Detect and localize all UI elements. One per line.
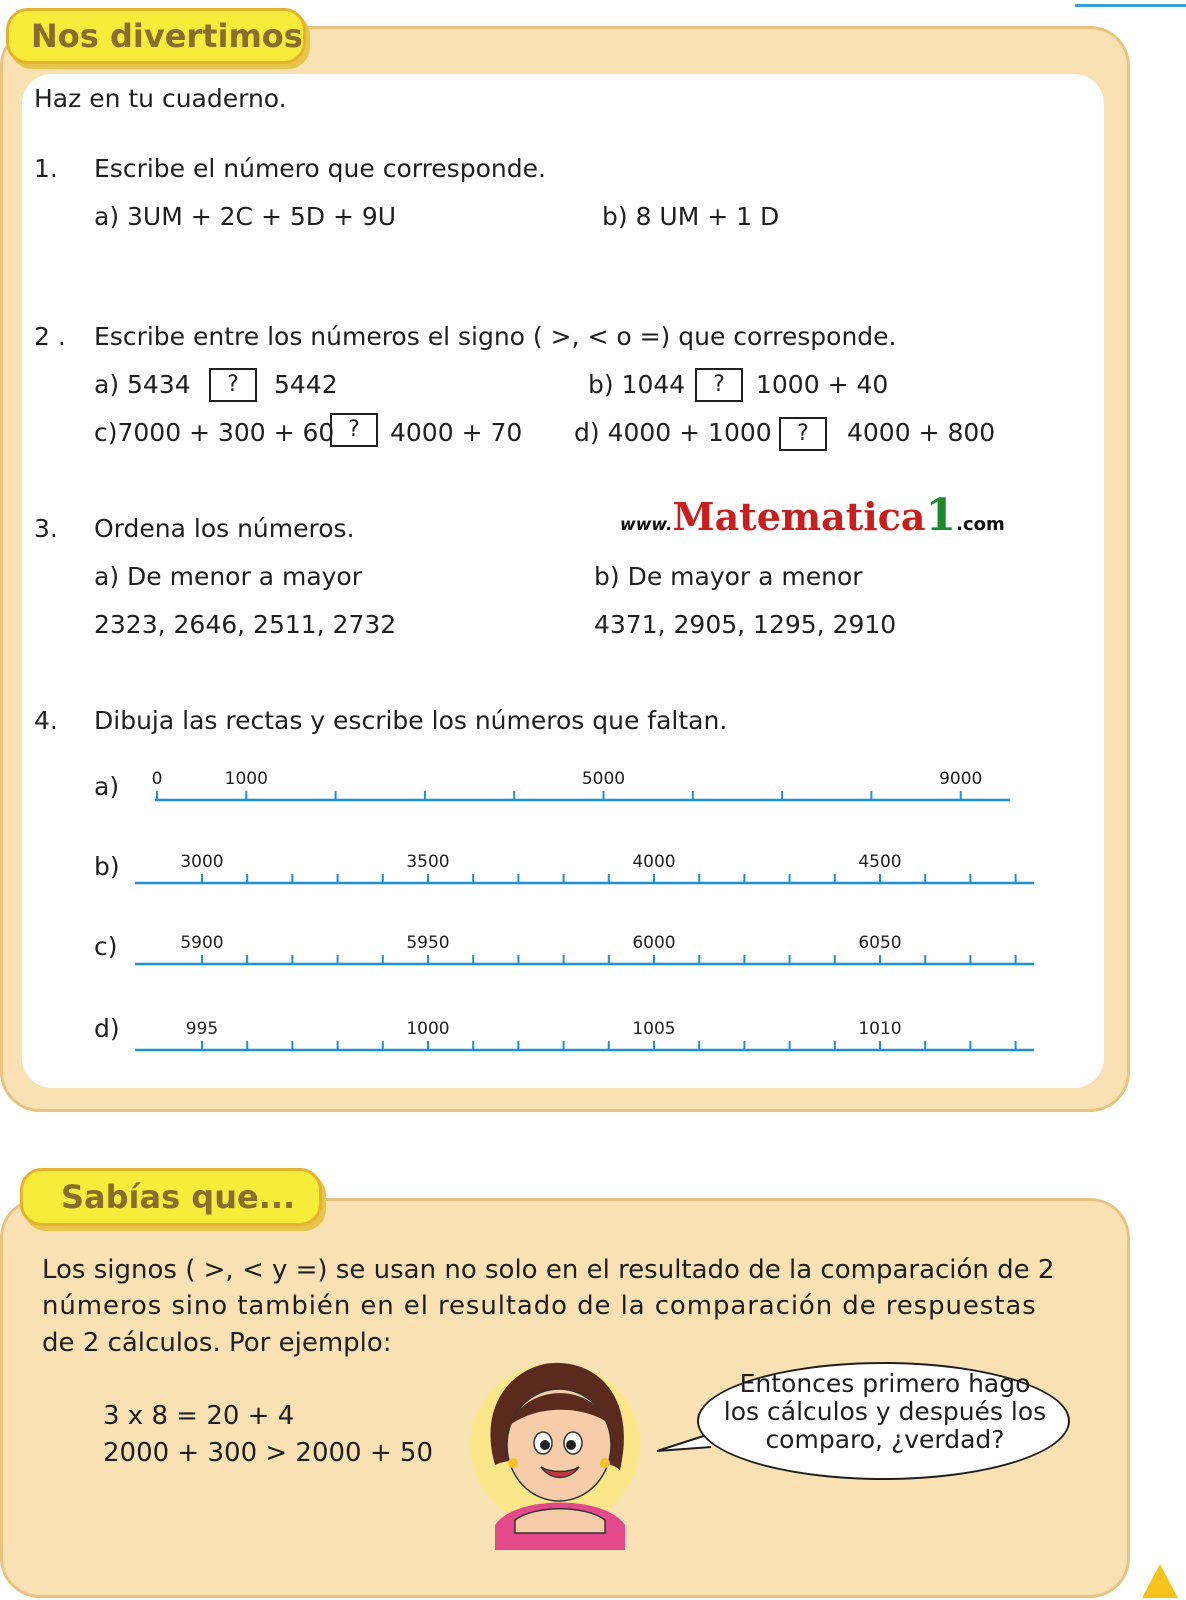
corner-triangle-icon bbox=[1140, 1560, 1180, 1600]
compare-left: b) 1044 bbox=[588, 370, 686, 399]
number-sequence: 4371, 2905, 1295, 2910 bbox=[594, 610, 897, 639]
section-title: Sabías que... bbox=[61, 1178, 296, 1216]
number-line-tick-label: 3000 bbox=[180, 852, 224, 872]
question-text: Dibuja las rectas y escribe los números que faltan. bbox=[94, 706, 728, 735]
compare-left: c)7000 + 300 + 60 bbox=[94, 418, 335, 447]
exercise-item: b) De mayor a menor bbox=[594, 562, 863, 591]
question-text: Escribe el número que corresponde. bbox=[94, 154, 546, 183]
answer-box[interactable]: ? bbox=[330, 413, 378, 447]
exercise-item: a) 3UM + 2C + 5D + 9U bbox=[94, 202, 397, 231]
speech-line: comparo, ¿verdad? bbox=[765, 1425, 1005, 1454]
question-number: 1. bbox=[34, 154, 58, 183]
brand-www: www. bbox=[620, 515, 673, 535]
number-line-tick-label: 6000 bbox=[632, 933, 676, 953]
number-line-tick-label: 1005 bbox=[632, 1019, 676, 1039]
number-line-tick-label: 1000 bbox=[224, 769, 268, 789]
speech-line: los cálculos y después los bbox=[723, 1397, 1047, 1426]
number-line-tick-label: 0 bbox=[151, 769, 163, 789]
instruction-text: Haz en tu cuaderno. bbox=[34, 84, 287, 113]
section-title-tab bbox=[20, 1168, 322, 1226]
exercise-item: b) 8 UM + 1 D bbox=[602, 202, 780, 231]
number-line-tick-label: 4500 bbox=[858, 852, 902, 872]
question-number: 3. bbox=[34, 514, 58, 543]
number-line-tick-label: 995 bbox=[185, 1019, 219, 1039]
compare-left: a) 5434 bbox=[94, 370, 191, 399]
compare-right: 4000 + 70 bbox=[390, 418, 523, 447]
question-text: Ordena los números. bbox=[94, 514, 355, 543]
number-line-tick-label: 5950 bbox=[406, 933, 450, 953]
number-line bbox=[135, 933, 1034, 964]
answer-box[interactable]: ? bbox=[779, 417, 827, 451]
number-line-tick-label: 1000 bbox=[406, 1019, 450, 1039]
info-paragraph-line: Los signos ( >, < y =) se usan no solo en el resultado de la comparación de 2 bbox=[42, 1255, 1055, 1285]
number-line-tick-label: 6050 bbox=[858, 933, 902, 953]
answer-box[interactable]: ? bbox=[209, 368, 257, 402]
example-expression: 2000 + 300 > 2000 + 50 bbox=[103, 1438, 433, 1468]
compare-right: 5442 bbox=[274, 370, 338, 399]
number-line-tick-label: 9000 bbox=[939, 769, 983, 789]
number-line-tick-label: 3500 bbox=[406, 852, 450, 872]
number-line-label: b) bbox=[94, 852, 120, 881]
info-paragraph-line: de 2 cálculos. Por ejemplo: bbox=[42, 1328, 392, 1358]
number-sequence: 2323, 2646, 2511, 2732 bbox=[94, 610, 397, 639]
number-line-tick-label: 5900 bbox=[180, 933, 224, 953]
brand-one: 1 bbox=[925, 490, 957, 541]
girl-illustration bbox=[455, 1355, 655, 1550]
answer-box[interactable]: ? bbox=[695, 368, 743, 402]
compare-right: 1000 + 40 bbox=[756, 370, 889, 399]
compare-left: d) 4000 + 1000 bbox=[574, 418, 772, 447]
brand-domain: .com bbox=[956, 514, 1005, 535]
number-line-label: c) bbox=[94, 932, 118, 961]
number-line bbox=[152, 769, 1010, 800]
brand-name: Matematica bbox=[672, 494, 926, 539]
speech-line: Entonces primero hago bbox=[739, 1369, 1031, 1398]
question-text: Escribe entre los números el signo ( >, < o =) que corresponde. bbox=[94, 322, 897, 351]
number-line-tick-label: 5000 bbox=[581, 769, 626, 789]
exercise-item: a) De menor a mayor bbox=[94, 562, 363, 591]
number-line-label: d) bbox=[94, 1014, 120, 1043]
question-number: 2 . bbox=[34, 322, 66, 351]
question-number: 4. bbox=[34, 706, 58, 735]
speech-bubble-text bbox=[705, 1370, 1065, 1454]
number-line bbox=[135, 852, 1034, 883]
compare-right: 4000 + 800 bbox=[847, 418, 996, 447]
info-paragraph-line: números sino también en el resultado de la comparación de respuestas bbox=[42, 1291, 1037, 1321]
number-line bbox=[135, 1019, 1034, 1050]
section-title: Nos divertimos bbox=[31, 17, 303, 55]
number-line-tick-label: 1010 bbox=[858, 1019, 902, 1039]
number-line-label: a) bbox=[94, 772, 120, 801]
example-expression: 3 x 8 = 20 + 4 bbox=[103, 1401, 295, 1431]
number-line-tick-label: 4000 bbox=[632, 852, 676, 872]
